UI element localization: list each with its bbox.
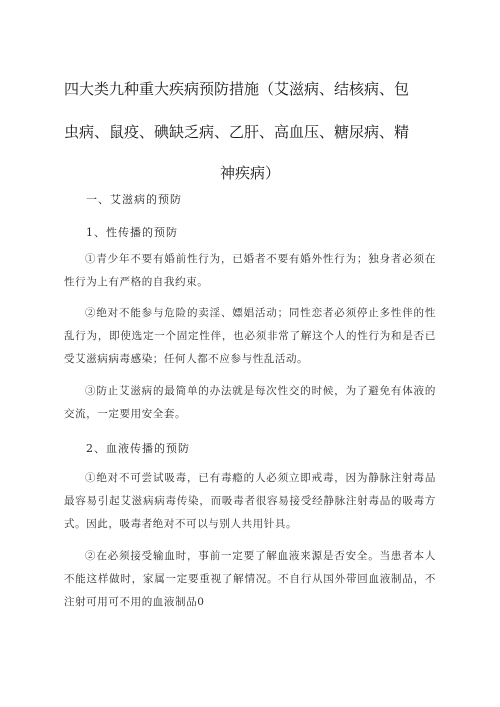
paragraph-2: ②绝对不能参与危险的卖淫、嫖娼活动；同性恋者必须停止多性伴的性乱行为，即使选定一个固定性伴，也必须非常了解这个人的性行为和是否已受艾滋病病毒感染；任何人都不应参与性乱活动。 (64, 307, 436, 365)
paragraph-1: ①青少年不要有婚前性行为，已婚者不要有婚外性行为；独身者必须在性行为上有严格的自我约束。 (64, 253, 436, 288)
subsection-heading-sexual-transmission: 1、性传播的预防 (86, 226, 178, 239)
document-title-line-3: 神疾病） (220, 164, 281, 182)
document-title-line-2: 虫病、鼠疫、碘缺乏病、乙肝、高血压、糖尿病、精 (64, 123, 410, 141)
document-title-line-1: 四大类九种重大疾病预防措施（艾滋病、结核病、包 (64, 80, 410, 98)
paragraph-4: ①绝对不可尝试吸毒，已有毒瘾的人必须立即戒毒，因为静脉注射毒品最容易引起艾滋病病毒传染，而吸毒者很容易接受经静脉注射毒品的吸毒方式。因此，吸毒者绝对不可以与别人共用针具。 (64, 472, 436, 530)
paragraph-5: ②在必须接受输血时，事前一定要了解血液来源是否安全。当患者本人不能这样做时，家属一定要重视了解情况。不自行从国外带回血液制品，不注射可用可不用的血液制品0 (64, 550, 436, 608)
paragraph-3: ③防止艾滋病的最简单的办法就是每次性交的时候，为了避免有体液的交流，一定要用安全套。 (64, 385, 436, 420)
section-heading-aids: 一、艾滋病的预防 (86, 193, 182, 206)
subsection-heading-blood-transmission: 2、血液传播的预防 (86, 442, 190, 455)
